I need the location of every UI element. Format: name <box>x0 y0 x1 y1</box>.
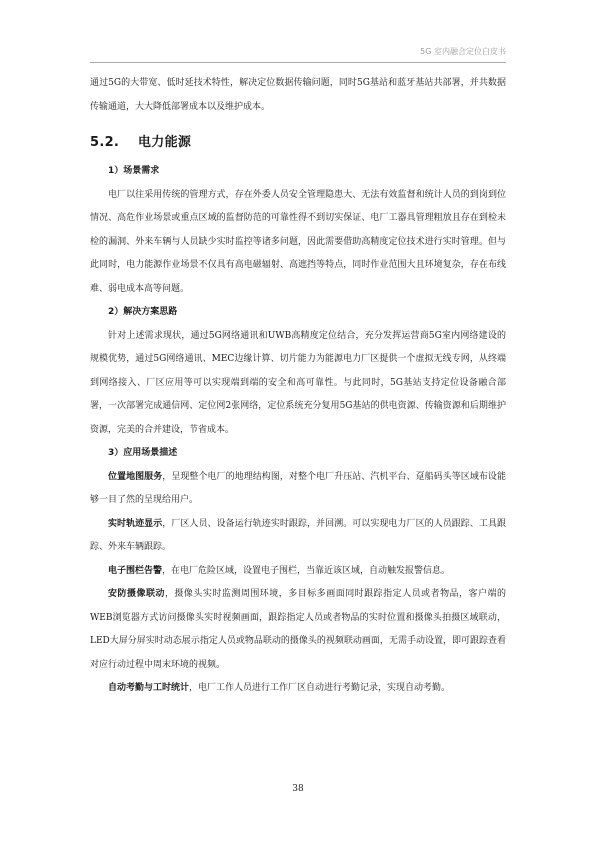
application-heading: 3）应用场景描述 <box>108 448 178 458</box>
page-number: 38 <box>292 784 304 794</box>
application-term: 实时轨迹显示 <box>108 518 163 529</box>
header-divider <box>90 62 506 63</box>
section-title: 电力能源 <box>138 135 192 150</box>
application-desc: ，呈现整个电厂的地理结构图，对整个电厂升压站、汽机平台、趸船码头等区域布设能够一目了然的呈现给用户。 <box>90 471 506 505</box>
application-term: 位置地图服务 <box>108 471 163 482</box>
application-desc: ，在电厂危险区域，设置电子围栏，当靠近该区域，自动触发报警信息。 <box>162 565 451 576</box>
section-heading <box>90 129 506 157</box>
solution-heading: 2）解决方案思路 <box>108 307 178 317</box>
intro-paragraph: 通过5G的大带宽、低时延技术特性，解决定位数据传输问题，同时5G基站和蓝牙基站共部署，并共数据传输通道，大大降低部署成本以及维护成本。 <box>90 78 506 112</box>
application-desc: ，摄像头实时监测周围环境，多目标多画面同时跟踪指定人员或者物品，客户端的WEB浏览器方式访问摄像头实时视频画面，跟踪指定人员或者物品的实时位置和摄像头拍摄区域联动，LED大屏分屏实时动态展示指定人员或物品联动的摄像头的视频联动画面，无需手动设置，即可跟踪查看对应行动过程中周末环境的视频。 <box>90 589 506 670</box>
page-body <box>90 72 506 701</box>
solution-paragraph: 针对上述需求现状，通过5G网络通讯和UWB高精度定位结合，充分发挥运营商5G室内网络建设的规模优势，通过5G网络通讯、MEC边缘计算、切片能力为能源电力厂区提供一个虚拟无线专网，从终端到网络接入、厂区应用等可以实现端到端的安全和高可靠性。与此同时，5G基站支持定位设备融合部署，一次部署完成通信网、定位网2张网络，定位系统充分复用5G基站的供电资源、传输资源和后期维护资源，完美的合并建设，节省成本。 <box>90 330 506 435</box>
application-item <box>90 677 506 701</box>
application-item <box>90 513 506 560</box>
application-desc: ，厂区人员、设备运行轨迹实时跟踪，并回溯。可以实现电力厂区的人员跟踪、工具跟踪、外来车辆跟踪。 <box>90 518 506 552</box>
application-item <box>90 583 506 677</box>
application-item <box>90 560 506 584</box>
application-term: 自动考勤与工时统计 <box>108 683 190 693</box>
application-term: 安防摄像联动 <box>108 589 165 599</box>
section-number: 5.2. <box>90 135 120 150</box>
scene-paragraph: 电厂以往采用传统的管理方式，存在外委人员安全管理隐患大、无法有效监督和统计人员的到岗到位情况、高危作业场景或重点区域的监督防范的可靠性得不到切实保证、电厂工器具管理粗放且存在到检未检的漏洞、外来车辆与人员缺少实时监控等诸多问题，因此需要借助高精度定位技术进行实时管理。但与此同时，电力能源作业场景不仅具有高电磁辐射、高遮挡等特点，同时作业范围大且环境复杂，存在布线难、弱电成本高等问题。 <box>90 189 506 294</box>
running-header: 5G 室内融合定位白皮书 <box>420 47 506 56</box>
scene-heading: 1）场景需求 <box>108 166 160 176</box>
application-desc: ，电厂工作人员进行工作厂区自动进行考勤记录，实现自动考勤。 <box>189 683 451 693</box>
application-item <box>90 466 506 513</box>
application-term: 电子围栏告警 <box>108 565 163 576</box>
